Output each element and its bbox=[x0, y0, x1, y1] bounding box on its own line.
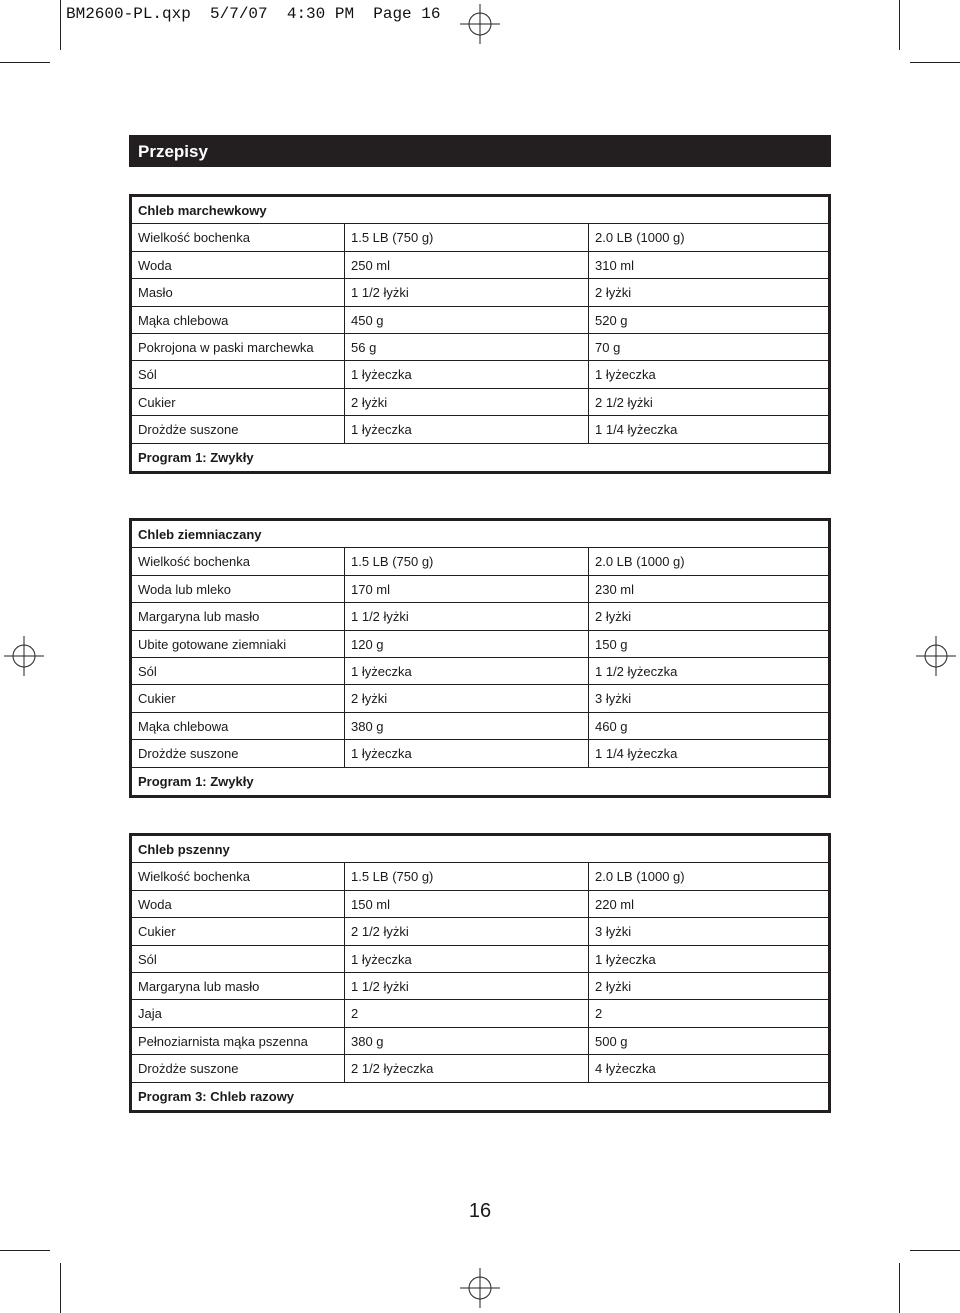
amount-small-cell: 1 1/2 łyżki bbox=[345, 279, 589, 305]
recipe-table bbox=[129, 194, 831, 474]
ingredient-cell: Drożdże suszone bbox=[132, 416, 345, 442]
amount-small-cell: 2 1/2 łyżeczka bbox=[345, 1055, 589, 1081]
crop-mark bbox=[0, 1250, 50, 1251]
amount-small-cell: 1 łyżeczka bbox=[345, 740, 589, 766]
recipe-program: Program 3: Chleb razowy bbox=[138, 1088, 295, 1104]
table-row bbox=[132, 685, 828, 712]
registration-mark-icon bbox=[4, 636, 44, 676]
ingredient-cell: Drożdże suszone bbox=[132, 740, 345, 766]
section-title: Przepisy bbox=[129, 135, 831, 167]
recipe-title: Chleb pszenny bbox=[132, 836, 828, 863]
ingredient-cell: Woda bbox=[132, 252, 345, 278]
table-row bbox=[132, 416, 828, 443]
table-row bbox=[132, 918, 828, 945]
recipe-table bbox=[129, 833, 831, 1113]
amount-small-cell: 1 łyżeczka bbox=[345, 361, 589, 387]
amount-small-cell: 150 ml bbox=[345, 891, 589, 917]
amount-large-cell: 70 g bbox=[595, 339, 621, 355]
ingredient-cell: Margaryna lub masło bbox=[132, 603, 345, 629]
ingredient-cell: Wielkość bochenka bbox=[132, 548, 345, 574]
file-slug-line: BM2600-PL.qxp 5/7/07 4:30 PM Page 16 bbox=[66, 5, 441, 23]
amount-large-cell: 460 g bbox=[595, 718, 628, 734]
crop-mark bbox=[60, 1263, 61, 1313]
amount-small-cell: 1.5 LB (750 g) bbox=[345, 863, 589, 889]
crop-mark bbox=[910, 1250, 960, 1251]
amount-small-cell: 1 łyżeczka bbox=[345, 416, 589, 442]
registration-mark-icon bbox=[460, 1268, 500, 1308]
ingredient-cell: Pełnoziarnista mąka pszenna bbox=[132, 1028, 345, 1054]
amount-small-cell: 2 łyżki bbox=[345, 389, 589, 415]
table-row bbox=[132, 946, 828, 973]
amount-small-cell: 2 bbox=[345, 1000, 589, 1026]
amount-large-cell: 2 łyżki bbox=[595, 978, 632, 994]
amount-large-cell: 220 ml bbox=[595, 896, 635, 912]
amount-large-cell: 2.0 LB (1000 g) bbox=[595, 230, 685, 246]
table-row bbox=[132, 740, 828, 767]
registration-mark-icon bbox=[460, 4, 500, 44]
amount-large-cell: 1 1/2 łyżeczka bbox=[595, 663, 678, 679]
ingredient-cell: Wielkość bochenka bbox=[132, 224, 345, 250]
crop-mark bbox=[0, 62, 50, 63]
ingredient-cell: Masło bbox=[132, 279, 345, 305]
amount-large-cell: 2.0 LB (1000 g) bbox=[595, 554, 685, 570]
crop-mark bbox=[60, 0, 61, 50]
table-row bbox=[132, 1055, 828, 1082]
ingredient-cell: Cukier bbox=[132, 918, 345, 944]
table-row bbox=[132, 658, 828, 685]
recipe-title: Chleb marchewkowy bbox=[132, 197, 828, 224]
table-row bbox=[132, 863, 828, 890]
recipe-title: Chleb ziemniaczany bbox=[132, 521, 828, 548]
crop-mark bbox=[899, 0, 900, 50]
amount-large-cell: 520 g bbox=[595, 312, 628, 328]
amount-large-cell: 1 1/4 łyżeczka bbox=[595, 422, 678, 438]
amount-large-cell: 310 ml bbox=[595, 257, 635, 273]
table-row bbox=[132, 973, 828, 1000]
table-row bbox=[132, 576, 828, 603]
amount-large-cell: 2 łyżki bbox=[595, 609, 632, 625]
amount-large-cell: 2 bbox=[595, 1006, 603, 1022]
crop-mark bbox=[899, 1263, 900, 1313]
ingredient-cell: Drożdże suszone bbox=[132, 1055, 345, 1081]
table-row bbox=[132, 1028, 828, 1055]
amount-small-cell: 1 1/2 łyżki bbox=[345, 973, 589, 999]
table-row bbox=[132, 279, 828, 306]
table-row bbox=[132, 361, 828, 388]
amount-small-cell: 450 g bbox=[345, 307, 589, 333]
amount-large-cell: 1 1/4 łyżeczka bbox=[595, 746, 678, 762]
table-row bbox=[132, 891, 828, 918]
ingredient-cell: Woda lub mleko bbox=[132, 576, 345, 602]
amount-small-cell: 2 1/2 łyżki bbox=[345, 918, 589, 944]
ingredient-cell: Cukier bbox=[132, 389, 345, 415]
table-row bbox=[132, 389, 828, 416]
amount-small-cell: 380 g bbox=[345, 1028, 589, 1054]
amount-large-cell: 500 g bbox=[595, 1033, 628, 1049]
amount-large-cell: 2.0 LB (1000 g) bbox=[595, 869, 685, 885]
amount-small-cell: 1 łyżeczka bbox=[345, 658, 589, 684]
ingredient-cell: Mąka chlebowa bbox=[132, 307, 345, 333]
amount-small-cell: 56 g bbox=[345, 334, 589, 360]
amount-large-cell: 2 1/2 łyżki bbox=[595, 394, 653, 410]
amount-large-cell: 1 łyżeczka bbox=[595, 367, 656, 383]
table-row bbox=[132, 252, 828, 279]
crop-mark bbox=[910, 62, 960, 63]
table-row bbox=[132, 334, 828, 361]
table-row bbox=[132, 548, 828, 575]
table-row bbox=[132, 603, 828, 630]
ingredient-cell: Jaja bbox=[132, 1000, 345, 1026]
amount-small-cell: 1.5 LB (750 g) bbox=[345, 224, 589, 250]
table-row bbox=[132, 713, 828, 740]
ingredient-cell: Sól bbox=[132, 361, 345, 387]
amount-small-cell: 1 1/2 łyżki bbox=[345, 603, 589, 629]
amount-large-cell: 4 łyżeczka bbox=[595, 1061, 656, 1077]
amount-large-cell: 150 g bbox=[595, 636, 628, 652]
recipe-program: Program 1: Zwykły bbox=[138, 449, 254, 465]
amount-large-cell: 3 łyżki bbox=[595, 924, 632, 940]
page-number: 16 bbox=[468, 1200, 492, 1222]
ingredient-cell: Sól bbox=[132, 658, 345, 684]
recipe-program: Program 1: Zwykły bbox=[138, 773, 254, 789]
table-row bbox=[132, 224, 828, 251]
amount-small-cell: 1.5 LB (750 g) bbox=[345, 548, 589, 574]
ingredient-cell: Sól bbox=[132, 946, 345, 972]
registration-mark-icon bbox=[916, 636, 956, 676]
table-row bbox=[132, 631, 828, 658]
amount-large-cell: 230 ml bbox=[595, 581, 635, 597]
amount-small-cell: 250 ml bbox=[345, 252, 589, 278]
recipe-table bbox=[129, 518, 831, 798]
amount-small-cell: 2 łyżki bbox=[345, 685, 589, 711]
table-row bbox=[132, 1000, 828, 1027]
amount-small-cell: 120 g bbox=[345, 631, 589, 657]
ingredient-cell: Margaryna lub masło bbox=[132, 973, 345, 999]
amount-small-cell: 170 ml bbox=[345, 576, 589, 602]
ingredient-cell: Mąka chlebowa bbox=[132, 713, 345, 739]
amount-large-cell: 2 łyżki bbox=[595, 285, 632, 301]
ingredient-cell: Pokrojona w paski marchewka bbox=[132, 334, 345, 360]
ingredient-cell: Cukier bbox=[132, 685, 345, 711]
ingredient-cell: Wielkość bochenka bbox=[132, 863, 345, 889]
amount-small-cell: 1 łyżeczka bbox=[345, 946, 589, 972]
amount-large-cell: 3 łyżki bbox=[595, 691, 632, 707]
ingredient-cell: Ubite gotowane ziemniaki bbox=[132, 631, 345, 657]
ingredient-cell: Woda bbox=[132, 891, 345, 917]
amount-large-cell: 1 łyżeczka bbox=[595, 951, 656, 967]
amount-small-cell: 380 g bbox=[345, 713, 589, 739]
table-row bbox=[132, 307, 828, 334]
